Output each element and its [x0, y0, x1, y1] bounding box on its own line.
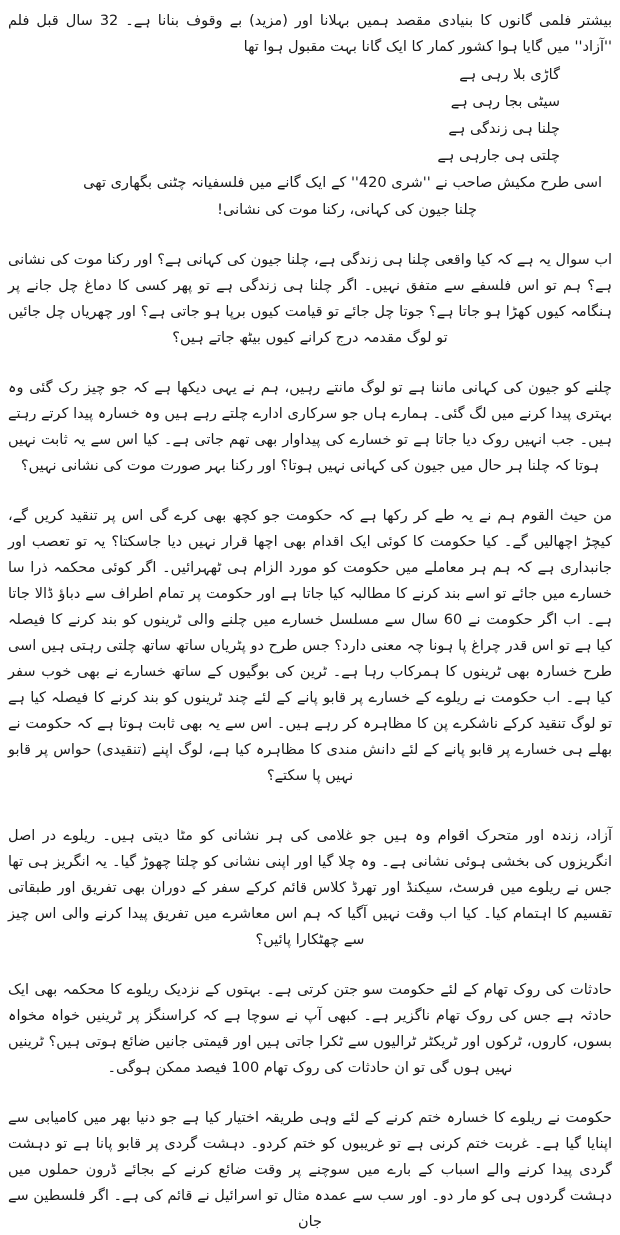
- body-paragraph: حکومت نے ریلوے کا خسارہ ختم کرنے کے لئے وہی طریقہ اختیار کیا ہے جو دنیا بھر میں کامیابی سے اپنایا گیا ہے۔ غربت ختم کرنی ہے تو غریبوں کو ختم کردو۔ دہشت گردی پر قابو پانا ہے تو دہشت گردی پیدا کرنے والے اسباب کے بارے میں سوچنے پر وقت ضائع کرنے کے بجائے ڈرون حملوں میں دہشت گردوں ہی کو مار دو۔ اور سب سے عمدہ مثال تو اسرائیل نے قائم کی ہے۔ اگر فلسطین سے جان: [8, 1110, 612, 1230]
- body-paragraph: من حیث القوم ہم نے یہ طے کر رکھا ہے کہ حکومت جو کچھ بھی کرے گی اس پر تنقید کریں گے، کیچڑ اچھالیں گے۔ کیا حکومت کا کوئی ایک اقدام بھی اچھا قرار نہیں دیا جاسکتا؟ یہ تو تعصب اور جانبداری ہے کہ ہم ہر معاملے میں حکومت کو مورد الزام ہی ٹھہرائیں۔ اگر کوئی محکمہ ذرا سا خسارے میں جائے تو اسے بند کرنے کا مطالبہ کیا جاتا ہے اور حکومت پر تمام اطراف سے دباؤ ڈالا جاتا ہے۔ اب اگر حکومت نے 60 سال سے مسلسل خسارے میں چلنے والی ٹرینوں کو بند کرنے کا فیصلہ کیا ہے تو اس قدر چراغ پا ہونا چہ معنی دارد؟ جس طرح دو پٹریاں ساتھ ساتھ چلتی رہتی ہیں اسی طرح خسارہ بھی ٹرینوں کا ہمرکاب رہا ہے۔ ٹرین کی بوگیوں کے ساتھ خسارے نے بھی خوب سفر کیا ہے۔ اب حکومت نے ریلوے کے خسارے پر قابو پانے کے لئے چند ٹرینوں کو بند کرنے کا فیصلہ کیا ہے تو لوگ تنقید کرکے ناشکرے پن کا مظاہرہ کر رہے ہیں۔ اس سے یہ بھی ثابت ہوتا ہے کہ حکومت نے بھلے ہی خسارے پر قابو پانے کے لئے دانش مندی کا مظاہرہ کیا ہے، لوگ اپنے (تنقیدی) حواس پر قابو نہیں پا سکتے؟: [8, 508, 612, 784]
- body-paragraph: حادثات کی روک تھام کے لئے حکومت سو جتن کرتی ہے۔ بہتوں کے نزدیک ریلوے کا محکمہ بھی ایک حادثہ ہے جس کی روک تھام ناگزیر ہے۔ کبھی آپ نے سوچا ہے کہ کراسنگز پر ٹرینیں خواہ مخواہ بسوں، کاروں، ٹرکوں اور ٹریکٹر ٹرالیوں سے ٹکرا جاتی ہیں اور قیمتی جانیں ضائع ہوتی ہیں؟ ٹرینیں نہیں ہوں گی تو ان حادثات کی روک تھام 100 فیصد ممکن ہوگی۔: [8, 982, 612, 1076]
- body-paragraph: چلنے کو جیون کی کہانی ماننا ہے تو لوگ مانتے رہیں، ہم نے یہی دیکھا ہے کہ جو چیز رک گئی وہ بہتری پیدا کرنے میں لگ گئی۔ ہمارے ہاں جو سرکاری ادارے چلتے رہے ہیں وہ خسارہ پیدا کرتے رہتے ہیں۔ جب انہیں روک دیا جاتا ہے تو خسارے کی پیداوار بھی تھم جاتی ہے۔ کیا اس سے یہ ثابت نہیں ہوتا کہ چلنا ہر حال میں جیون کی کہانی نہیں ہوتا؟ اور رکنا بہر صورت موت کی نشانی نہیں؟: [8, 380, 612, 474]
- song-verse-line: سیٹی بجا رہی ہے: [450, 94, 560, 110]
- song-verse-line: چلنا ہی زندگی ہے: [448, 121, 560, 137]
- body-paragraph: بیشتر فلمی گانوں کا بنیادی مقصد ہمیں بہلانا اور (مزید) بے وقوف بنانا ہے۔ 32 سال قبل فلم ''آزاد'' میں گایا ہوا کشور کمار کا ایک گانا بہت مقبول ہوا تھا: [8, 13, 612, 55]
- lyric-quote-line: چلنا جیون کی کہانی، رکنا موت کی نشانی!: [217, 202, 477, 218]
- urdu-article-text: [8, 8, 612, 1235]
- song-verse-line: گاڑی بلا رہی ہے: [459, 67, 560, 83]
- body-paragraph: آزاد، زندہ اور متحرک اقوام وہ ہیں جو غلامی کی ہر نشانی کو مٹا دیتی ہیں۔ ریلوے در اصل انگریزوں کی بخشی ہوئی نشانی ہے۔ وہ چلا گیا اور اپنی نشانی کو چلتا چھوڑ گیا۔ یہ انگریز ہی تھا جس نے ریلوے میں فرسٹ، سیکنڈ اور تھرڈ کلاس قائم کرکے سفر کے دوران بھی تفریق اور طبقاتی تقسیم کا اہتمام کیا۔ کیا اب وقت نہیں آگیا کہ ہم اس معاشرے میں تفریق پیدا کرنے والی اس چیز سے چھٹکارا پائیں؟: [8, 828, 612, 948]
- song-verse-line: چلتی ہی جارہی ہے: [437, 148, 560, 164]
- body-paragraph: اب سوال یہ ہے کہ کیا واقعی چلنا ہی زندگی ہے، چلنا جیون کی کہانی ہے؟ اور رکنا موت کی نشانی ہے؟ ہم تو اس فلسفے سے متفق نہیں۔ اگر چلنا ہی زندگی ہے تو پھر کسی کا دماغ چل جانے پر ہنگامہ کیوں کھڑا ہو جاتا ہے؟ جوتا چل جائے تو قیامت کیوں برپا ہو جاتی ہے؟ اور چھریاں چل جائیں تو لوگ مقدمہ درج کرانے کیوں بیٹھ جاتے ہیں؟: [8, 252, 612, 346]
- lead-line: اسی طرح مکیش صاحب نے ''شری 420'' کے ایک گانے میں فلسفیانہ چٹنی بگھاری تھی: [83, 175, 602, 191]
